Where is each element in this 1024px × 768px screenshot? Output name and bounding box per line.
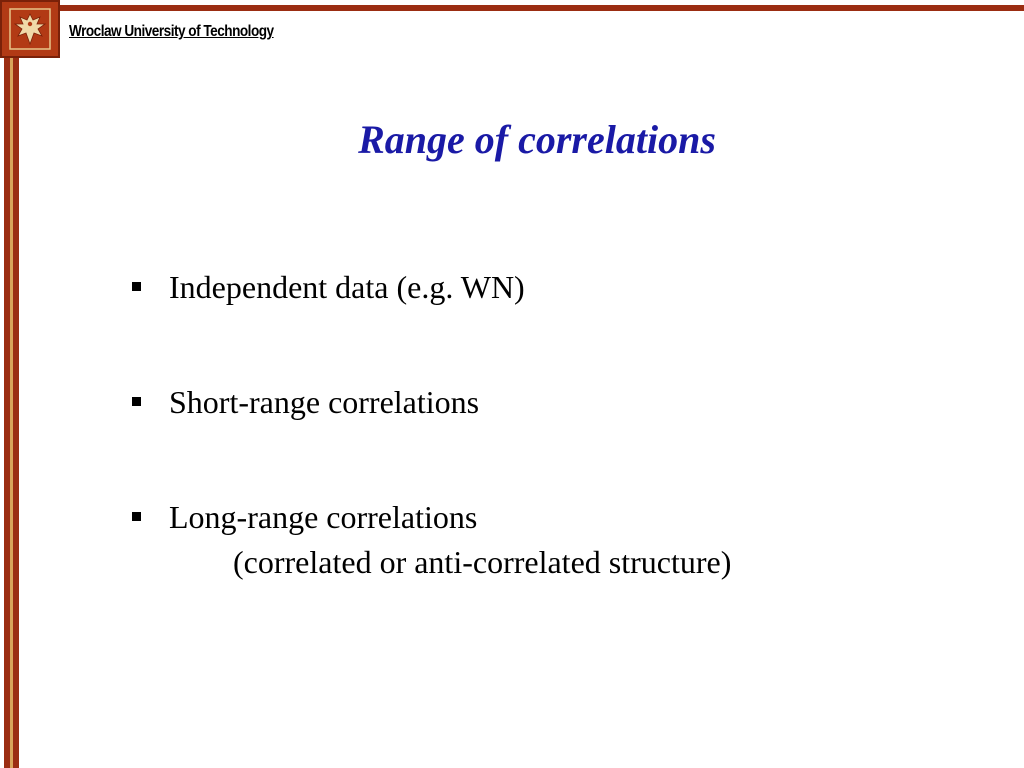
list-item xyxy=(131,380,731,424)
bullet-list xyxy=(131,265,731,585)
bullet-text: Short-range correlations xyxy=(169,384,480,420)
bullet-subtext: (correlated or anti-correlated structure) xyxy=(233,544,732,580)
bullet-text: Independent data (e.g. WN) xyxy=(169,269,525,305)
university-logo xyxy=(0,0,60,58)
bullet-text: Long-range correlations xyxy=(169,499,478,535)
square-bullet-icon xyxy=(132,397,141,406)
eagle-icon xyxy=(7,6,53,52)
university-name: Wroclaw University of Technology xyxy=(69,23,274,40)
list-item xyxy=(131,265,731,309)
list-item xyxy=(131,495,731,585)
square-bullet-icon xyxy=(132,282,141,291)
top-border-bar xyxy=(60,5,1024,11)
slide-title: Range of correlations xyxy=(358,117,716,162)
square-bullet-icon xyxy=(132,512,141,521)
